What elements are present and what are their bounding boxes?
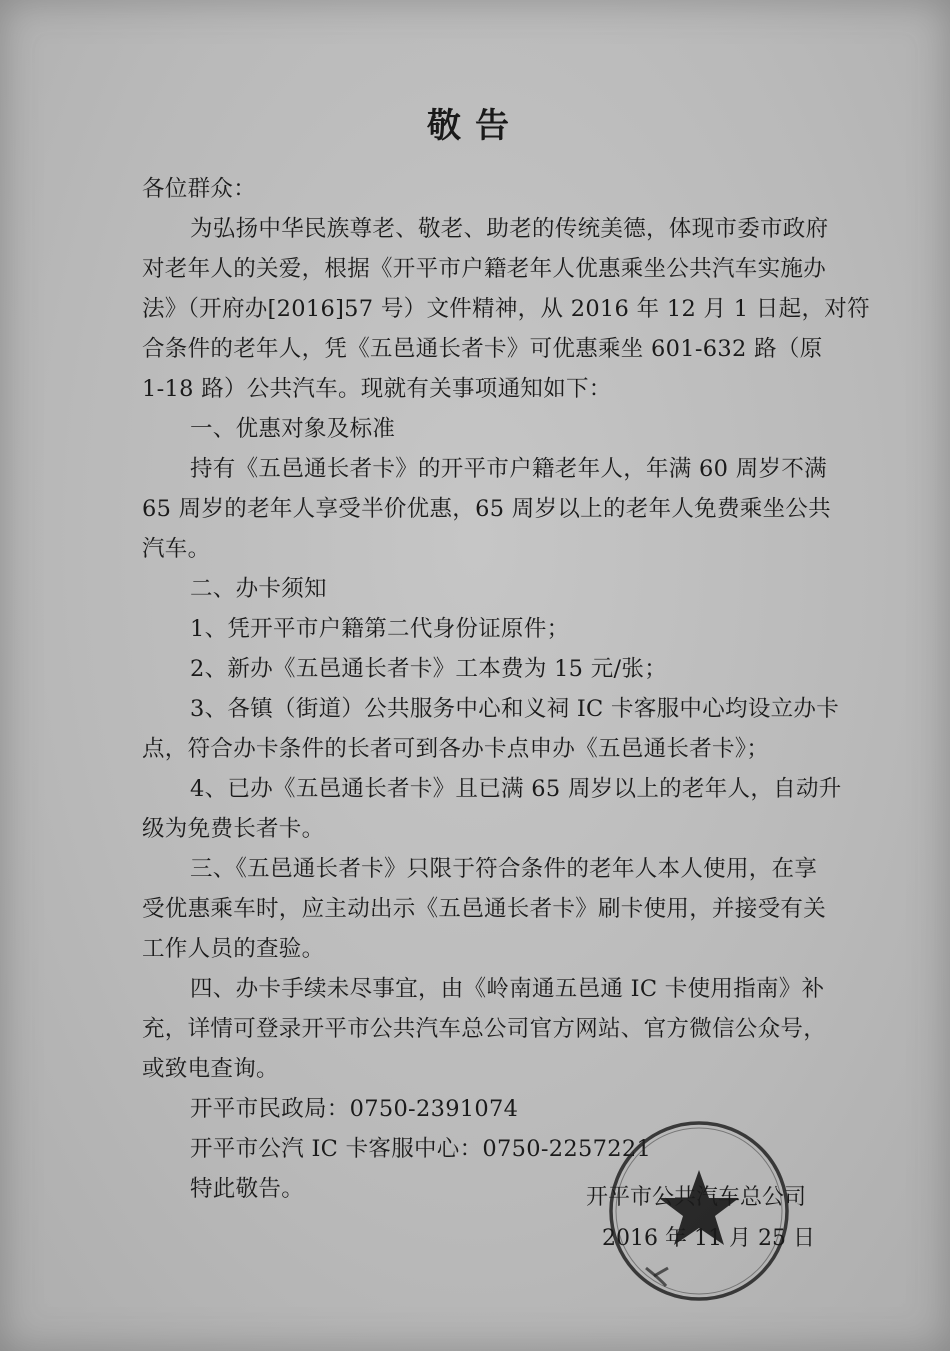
- signature-date: 2016 年 11 月 25 日: [602, 1226, 815, 1251]
- closing-line: 特此敬告。: [190, 1176, 305, 1202]
- paragraph-line: 点，符合办卡条件的长者可到各办卡点申办《五邑通长者卡》；: [142, 736, 770, 762]
- paragraph-line: 合条件的老年人，凭《五邑通长者卡》可优惠乘坐 601-632 路（原: [142, 336, 823, 362]
- section-heading: 二、办卡须知: [190, 576, 327, 602]
- paragraph-line: 或致电查询。: [142, 1056, 279, 1082]
- contact-line: 开平市公汽 IC 卡客服中心：0750-2257221: [190, 1136, 652, 1162]
- paragraph-line: 4、已办《五邑通长者卡》且已满 65 周岁以上的老年人，自动升: [190, 776, 842, 802]
- section-heading: 一、优惠对象及标准: [190, 416, 396, 442]
- paragraph-line: 1-18 路）公共汽车。现就有关事项通知如下：: [142, 376, 612, 402]
- paragraph-line: 法》（开府办[2016]57 号）文件精神，从 2016 年 12 月 1 日起，对符: [142, 296, 870, 322]
- signature-organization: 开平市公共汽车总公司: [586, 1185, 807, 1210]
- contact-line: 开平市民政局：0750-2391074: [190, 1096, 519, 1122]
- paragraph-line: 2、新办《五邑通长者卡》工本费为 15 元/张；: [190, 656, 668, 682]
- paragraph-line: 充，详情可登录开平市公共汽车总公司官方网站、官方微信公众号，: [142, 1016, 827, 1042]
- paragraph-line: 三、《五邑通长者卡》只限于符合条件的老年人本人使用，在享: [190, 856, 818, 882]
- paragraph-line: 工作人员的查验。: [142, 936, 325, 962]
- document-title: 敬告: [427, 106, 523, 146]
- paragraph-line: 3、各镇（街道）公共服务中心和义祠 IC 卡客服中心均设立办卡: [190, 696, 840, 722]
- paragraph-line: 汽车。: [142, 536, 211, 562]
- paragraph-line: 对老年人的关爱，根据《开平市户籍老年人优惠乘坐公共汽车实施办: [142, 256, 827, 282]
- paragraph-line: 65 周岁的老年人享受半价优惠，65 周岁以上的老年人免费乘坐公共: [142, 496, 831, 522]
- paragraph-line: 1、凭开平市户籍第二代身份证原件；: [190, 616, 570, 642]
- greeting: 各位群众：: [142, 176, 257, 202]
- official-seal: [606, 1118, 792, 1304]
- paragraph-line: 级为免费长者卡。: [142, 816, 325, 842]
- paragraph-line: 受优惠乘车时，应主动出示《五邑通长者卡》刷卡使用，并接受有关: [142, 896, 827, 922]
- paragraph-line: 四、办卡手续未尽事宜，由《岭南通五邑通 IC 卡使用指南》补: [190, 976, 825, 1002]
- paragraph-line: 为弘扬中华民族尊老、敬老、助老的传统美德，体现市委市政府: [190, 216, 829, 242]
- paragraph-line: 持有《五邑通长者卡》的开平市户籍老年人，年满 60 周岁不满: [190, 456, 827, 482]
